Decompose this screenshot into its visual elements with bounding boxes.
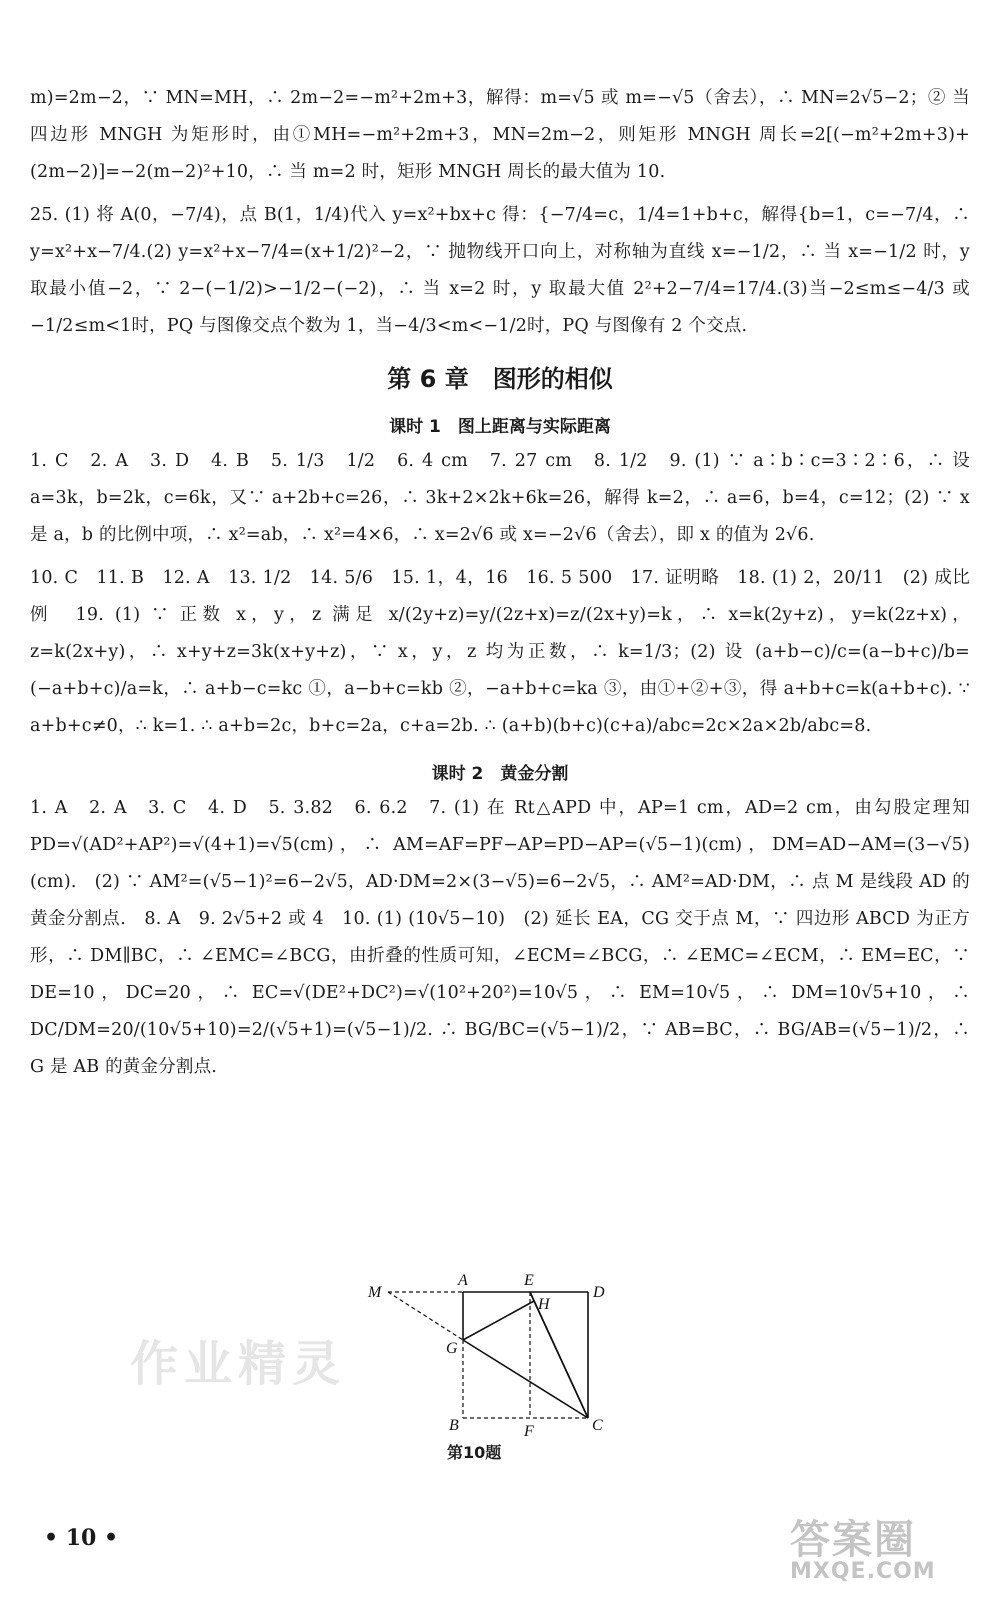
label-E: E: [524, 1272, 534, 1289]
corner-watermark-url: MXQE.COM: [790, 1559, 936, 1584]
label-M: M: [368, 1284, 382, 1301]
lesson-1-answers-part-1: 1. C 2. A 3. D 4. B 5. 1/3 1/2 6. 4 cm 7. 27 cm 8. 1/2 9. (1) ∵ a∶b∶c=3∶2∶6，∴ 设 a=3k，b=2k，c=6k，又∵ a+2b+c=26，∴ 3k+2×2k+6k=26，解得 k=2，∴ a=6，b=4，c=12；(2) ∵ x 是 a，b 的比例中项，∴ x²=ab，∴ x²=4×6，∴ x=2√6 或 x=−2√6（舍去），即 x 的值为 2√6.: [30, 451, 970, 545]
lesson-2-answers: 1. A 2. A 3. C 4. D 5. 3.82 6. 6.2 7. (1) 在 Rt△APD 中，AP=1 cm，AD=2 cm，由勾股定理知 PD=√(AD²+AP²)=√(4+1)=√5(cm)，∴ AM=AF=PF−AP=PD−AP=(√5−1)(cm)，DM=AD−AM=(3−√5)(cm). (2) ∵ AM²=(√5−1)²=6−2√5，AD·DM=2×(3−√5)=6−2√5，∴ AM²=AD·DM，∴ 点 M 是线段 AD 的黄金分割点. 8. A 9. 2√5+2 或 4 10. (1) (10√5−10) (2) 延长 EA，CG 交于点 M，∵ 四边形 ABCD 为正方形，∴ DM∥BC，∴ ∠EMC=∠BCG，由折叠的性质可知，∠ECM=∠BCG，∴ ∠EMC=∠ECM，∴ EM=EC，∵ DE=10，DC=20，∴ EC=√(DE²+DC²)=√(10²+20²)=10√5，∴ EM=10√5，∴ DM=10√5+10，∴ DC/DM=20/(10√5+10)=2/(√5+1)=(√5−1)/2. ∴ BG/BC=(√5−1)/2，∵ AB=BC，∴ BG/AB=(√5−1)/2，∴ G 是 AB 的黄金分割点.: [30, 798, 970, 1077]
label-A: A: [458, 1272, 468, 1289]
page-content: [30, 80, 970, 1092]
label-F: F: [524, 1423, 534, 1440]
segment-GH: [463, 1301, 534, 1340]
segment-MG-dashed: [388, 1292, 463, 1340]
label-C: C: [592, 1417, 603, 1434]
lesson-1-title: 课时 1 图上距离与实际距离: [389, 417, 611, 437]
corner-watermark-cn: 答案圈: [790, 1517, 916, 1563]
label-H: H: [538, 1296, 550, 1313]
corner-watermark: [790, 1508, 975, 1590]
label-D: D: [593, 1284, 605, 1301]
top-paragraph: m)=2m−2，∵ MN=MH，∴ 2m−2=−m²+2m+3，解得：m=√5 或 m=−√5（舍去），∴ MN=2√5−2；② 当四边形 MNGH 为矩形时，由①MH=−m²+2m+3，MN=2m−2，则矩形 MNGH 周长=2[(−m²+2m+3)+(2m−2)]=−2(m−2)²+10，∴ 当 m=2 时，矩形 MNGH 周长的最大值为 10.: [30, 88, 970, 182]
chapter-title: 第 6 章 图形的相似: [387, 365, 613, 393]
question-25-paragraph: 25. (1) 将 A(0，−7/4)，点 B(1，1/4)代入 y=x²+bx+c 得：{−7/4=c，1/4=1+b+c，解得{b=1，c=−7/4，∴ y=x²+x−7/4.(2) y=x²+x−7/4=(x+1/2)²−2，∵ 抛物线开口向上，对称轴为直线 x=−1/2，∴ 当 x=−1/2 时，y 取最小值−2，∵ 2−(−1/2)>−1/2−(−2)，∴ 当 x=2 时，y 取最大值 2²+2−7/4=17/4.(3)当−2≤m≤−4/3 或−1/2≤m<1时，PQ 与图像交点个数为 1，当−4/3<m<−1/2时，PQ 与图像有 2 个交点.: [30, 205, 970, 336]
label-G: G: [446, 1340, 458, 1357]
lesson-2-title: 课时 2 黄金分割: [431, 764, 569, 784]
watermark-text: 作业精灵: [130, 1336, 347, 1392]
figure-caption: 第10题: [447, 1443, 502, 1462]
lesson-1-answers-part-2: 10. C 11. B 12. A 13. 1/2 14. 5/6 15. 1，4，16 16. 5 500 17. 证明略 18. (1) 2，20/11 (2) 成比例 19. (1) ∵ 正数 x，y，z 满足 x/(2y+z)=y/(2z+x)=z/(2x+y)=k，∴ x=k(2y+z)，y=k(2z+x)，z=k(2x+y)，∴ x+y+z=3k(x+y+z)，∵ x，y，z 均为正数，∴ k=1/3；(2) 设 (a+b−c)/c=(a−b+c)/b=(−a+b+c)/a=k，∴ a+b−c=kc ①，a−b+c=kb ②，−a+b+c=ka ③，由①+②+③，得 a+b+c=k(a+b+c). ∵ a+b+c≠0，∴ k=1. ∴ a+b=2c，b+c=2a，c+a=2b. ∴ (a+b)(b+c)(c+a)/abc=2c×2a×2b/abc=8.: [30, 568, 970, 736]
page-number: • 10 •: [44, 1525, 119, 1551]
label-B: B: [449, 1417, 459, 1434]
